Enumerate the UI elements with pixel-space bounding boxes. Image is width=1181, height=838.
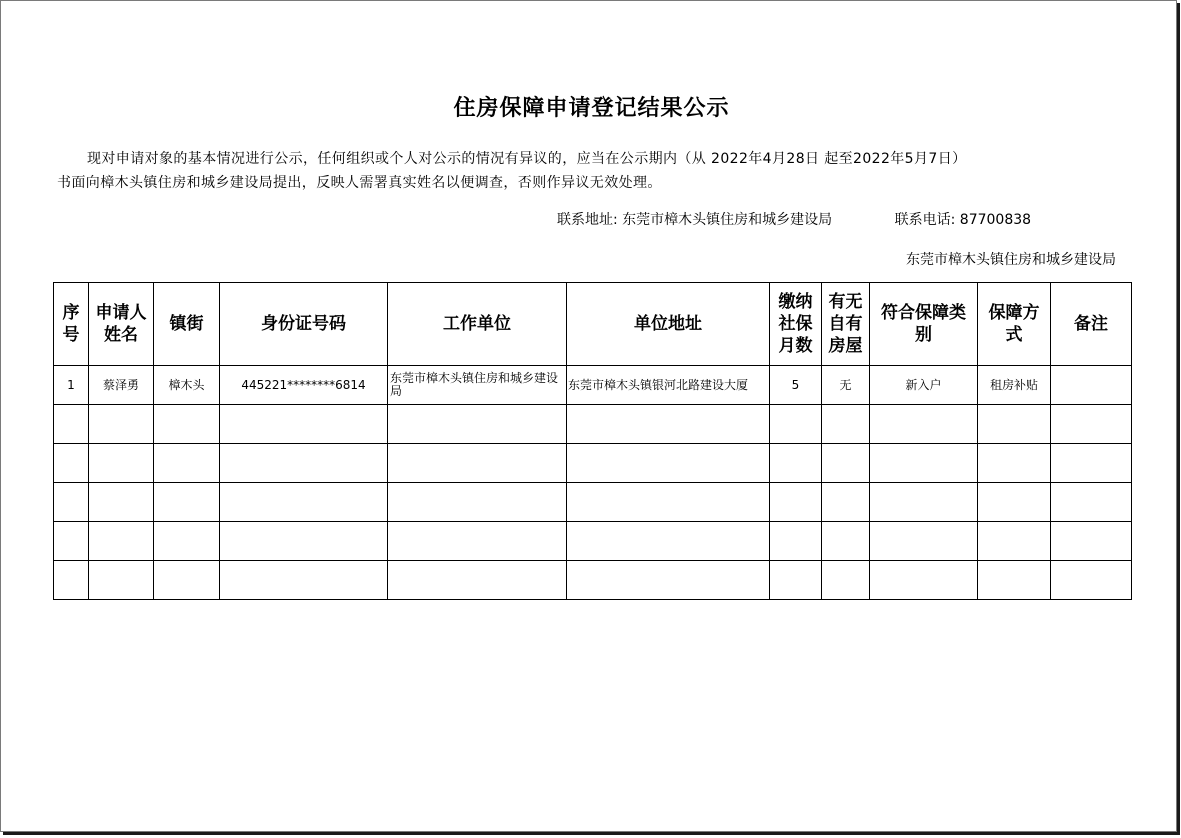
cell-name: 蔡泽勇 [89, 366, 154, 405]
notice-line-1 [57, 147, 1127, 171]
header-employer [388, 283, 567, 366]
empty-cell [388, 483, 567, 522]
notice-text-1: 现对申请对象的基本情况进行公示，任何组织或个人对公示的情况有异议的，应当在公示期内（从 2022年4月28日 起至2022年5月7日） [87, 151, 967, 167]
contact-phone: 联系电话: 87700838 [894, 212, 1032, 228]
empty-cell [220, 483, 388, 522]
contact-address: 联系地址: 东莞市樟木头镇住房和城乡建设局 [557, 212, 833, 228]
cell-town: 樟木头 [154, 366, 220, 405]
header-remarks [1051, 283, 1132, 366]
empty-cell [154, 444, 220, 483]
empty-cell [770, 483, 822, 522]
header-town-text: 镇街 [169, 314, 204, 334]
empty-cell [1051, 561, 1132, 600]
empty-cell [822, 444, 870, 483]
empty-cell [770, 444, 822, 483]
header-seq-text: 序号 [62, 303, 80, 345]
empty-cell [89, 444, 154, 483]
header-social-months [770, 283, 822, 366]
header-seq [54, 283, 89, 366]
empty-cell [1051, 483, 1132, 522]
empty-row [54, 483, 1132, 522]
header-employer-address [567, 283, 770, 366]
empty-cell [154, 561, 220, 600]
empty-cell [870, 444, 978, 483]
table-header-row [54, 283, 1132, 366]
header-id-number [220, 283, 388, 366]
empty-cell [770, 561, 822, 600]
cell-seq: 1 [54, 366, 89, 405]
empty-cell [770, 522, 822, 561]
empty-cell [567, 522, 770, 561]
empty-row [54, 444, 1132, 483]
cell-employer-address: 东莞市樟木头镇银河北路建设大厦 [567, 366, 770, 405]
empty-cell [1051, 405, 1132, 444]
empty-cell [220, 405, 388, 444]
empty-cell [567, 483, 770, 522]
header-town [154, 283, 220, 366]
cell-own-house: 无 [822, 366, 870, 405]
empty-cell [388, 405, 567, 444]
header-own-house [822, 283, 870, 366]
empty-cell [770, 405, 822, 444]
empty-cell [870, 483, 978, 522]
empty-cell [978, 561, 1051, 600]
header-id-number-text: 身份证号码 [261, 314, 346, 334]
cell-category: 新入户 [870, 366, 978, 405]
cell-employer: 东莞市樟木头镇住房和城乡建设局 [388, 366, 567, 405]
header-method [978, 283, 1051, 366]
empty-cell [89, 483, 154, 522]
empty-cell [220, 522, 388, 561]
header-own-house-text: 有无自有房屋 [828, 292, 863, 356]
empty-cell [220, 561, 388, 600]
empty-cell [388, 444, 567, 483]
empty-cell [54, 522, 89, 561]
empty-cell [870, 522, 978, 561]
empty-cell [822, 483, 870, 522]
empty-cell [822, 405, 870, 444]
empty-cell [89, 561, 154, 600]
contact-info [557, 209, 1031, 229]
empty-cell [567, 444, 770, 483]
notice-line-2: 书面向樟木头镇住房和城乡建设局提出，反映人需署真实姓名以便调查，否则作异议无效处理。 [57, 175, 662, 191]
empty-cell [822, 522, 870, 561]
empty-row [54, 561, 1132, 600]
cell-remarks [1051, 366, 1132, 405]
empty-cell [870, 405, 978, 444]
empty-cell [978, 483, 1051, 522]
empty-cell [54, 561, 89, 600]
table-row [54, 366, 1132, 405]
empty-row [54, 522, 1132, 561]
empty-cell [567, 405, 770, 444]
empty-cell [870, 561, 978, 600]
cell-id-number: 445221********6814 [220, 366, 388, 405]
empty-row [54, 405, 1132, 444]
header-method-text: 保障方式 [988, 303, 1040, 345]
empty-cell [822, 561, 870, 600]
header-employer-address-text: 单位地址 [634, 314, 702, 334]
empty-cell [978, 444, 1051, 483]
header-employer-text: 工作单位 [443, 314, 511, 334]
empty-cell [89, 522, 154, 561]
empty-cell [89, 405, 154, 444]
empty-cell [978, 522, 1051, 561]
empty-cell [220, 444, 388, 483]
empty-cell [1051, 444, 1132, 483]
empty-cell [154, 483, 220, 522]
page-title: 住房保障申请登记结果公示 [453, 95, 730, 121]
header-name-text: 申请人姓名 [95, 303, 147, 345]
notice-paragraph [57, 147, 1127, 195]
registration-table [53, 282, 1132, 600]
header-category-text: 符合保障类别 [881, 303, 966, 345]
header-name [89, 283, 154, 366]
empty-cell [54, 405, 89, 444]
header-remarks-text: 备注 [1074, 314, 1108, 334]
empty-cell [1051, 522, 1132, 561]
empty-cell [567, 561, 770, 600]
empty-cell [978, 405, 1051, 444]
empty-cell [54, 483, 89, 522]
header-category [870, 283, 978, 366]
empty-cell [388, 522, 567, 561]
issuer-name: 东莞市樟木头镇住房和城乡建设局 [906, 252, 1116, 268]
cell-social-months: 5 [770, 366, 822, 405]
empty-cell [154, 522, 220, 561]
empty-cell [54, 444, 89, 483]
header-social-months-text: 缴纳社保月数 [778, 292, 813, 356]
empty-cell [154, 405, 220, 444]
empty-cell [388, 561, 567, 600]
cell-method: 租房补贴 [978, 366, 1051, 405]
